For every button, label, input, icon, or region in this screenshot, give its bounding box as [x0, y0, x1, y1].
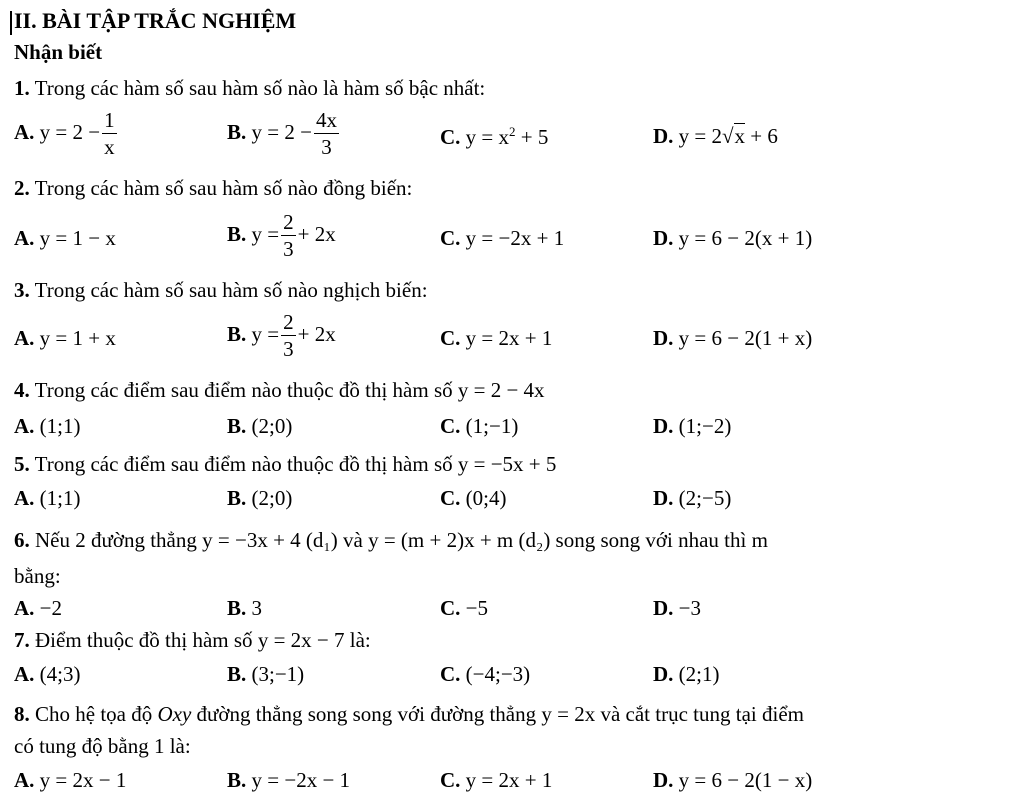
q4-option-b[interactable]: B. (2;0): [227, 414, 293, 438]
formula: y = 2 − $\frac{4x}{3}$: [251, 108, 337, 159]
q1-option-a[interactable]: A. y = 2 − $\frac{1}{x}$: [14, 110, 119, 158]
formula: y = 2 − $\frac{1}{x}$: [39, 108, 115, 159]
q3-option-a[interactable]: A. y = 1 + x: [14, 326, 116, 350]
q3-option-d[interactable]: D. y = 6 − 2(1 + x): [653, 326, 813, 350]
q2-option-c[interactable]: C. y = −2x + 1: [440, 226, 565, 250]
question-3: 3. Trong các hàm số sau hàm số nào nghịch biến:: [14, 278, 428, 302]
subsection-heading: Nhận biết: [14, 40, 103, 64]
q4-option-a[interactable]: A. (1;1): [14, 414, 81, 438]
question-text: Trong các hàm số sau hàm số nào là hàm số bậc nhất:: [34, 76, 486, 100]
q4-option-c[interactable]: C. (1;−1): [440, 414, 519, 438]
q6-option-a[interactable]: A. −2: [14, 596, 63, 620]
question-8: 8. Cho hệ tọa độ Oxy đường thẳng song song với đường thẳng y = 2x và cắt trục tung tại điểm: [14, 702, 804, 726]
q1-option-d[interactable]: D. y = 2√x + 6: [653, 124, 778, 148]
question-1: [14, 76, 485, 101]
question-6: 6. Nếu 2 đường thẳng y = −3x + 4 (d₁) và y = (m + 2)x + m (d₂) song song với nhau thì m: [14, 528, 768, 552]
formula: y = −3x + 4: [202, 528, 301, 552]
q5-option-c[interactable]: C. (0;4): [440, 486, 507, 510]
q8-option-b[interactable]: B. y = −2x − 1: [227, 768, 351, 792]
q2-option-b[interactable]: B. y = $\frac{2}{3}$ + 2x: [227, 210, 336, 261]
q6-option-c[interactable]: C. −5: [440, 596, 489, 620]
formula: y = 2x: [541, 702, 596, 726]
formula: y = 2x − 7: [257, 628, 345, 652]
q3-option-c[interactable]: C. y = 2x + 1: [440, 326, 553, 350]
q5-option-d[interactable]: D. (2;−5): [653, 486, 732, 510]
q7-option-b[interactable]: B. (3;−1): [227, 662, 305, 686]
q8-option-d[interactable]: D. y = 6 − 2(1 − x): [653, 768, 813, 792]
question-4: 4. Trong các điểm sau điểm nào thuộc đồ thị hàm số y = 2 − 4x: [14, 378, 545, 402]
question-number: 1.: [14, 76, 30, 100]
q1-option-b[interactable]: B. y = 2 − $\frac{4x}{3}$: [227, 110, 341, 158]
question-7: 7. Điểm thuộc đồ thị hàm số y = 2x − 7 là:: [14, 628, 371, 652]
q8-option-a[interactable]: A. y = 2x − 1: [14, 768, 127, 792]
q7-option-d[interactable]: D. (2;1): [653, 662, 720, 686]
q7-option-a[interactable]: A. (4;3): [14, 662, 81, 686]
oxy-symbol: Oxy: [157, 702, 192, 726]
formula: y = 2 − 4x: [457, 378, 545, 402]
q2-option-a[interactable]: A. y = 1 − x: [14, 226, 116, 250]
q3-option-b[interactable]: B. y = $\frac{2}{3}$ + 2x: [227, 310, 336, 361]
q2-option-d[interactable]: D. y = 6 − 2(x + 1): [653, 226, 813, 250]
section-heading: II. BÀI TẬP TRẮC NGHIỆM: [14, 8, 297, 33]
q4-option-d[interactable]: D. (1;−2): [653, 414, 732, 438]
q6-option-b[interactable]: B. 3: [227, 596, 263, 620]
question-8-continuation: có tung độ bằng 1 là:: [14, 734, 191, 758]
formula: y = 2√x + 6: [678, 124, 778, 148]
q7-option-c[interactable]: C. (−4;−3): [440, 662, 531, 686]
q8-option-c[interactable]: C. y = 2x + 1: [440, 768, 553, 792]
formula: $y = x^2 + 5$: [465, 124, 549, 149]
q1-option-c[interactable]: C. $y = x^2 + 5$: [440, 124, 549, 149]
q5-option-a[interactable]: A. (1;1): [14, 486, 81, 510]
formula: y = −5x + 5: [457, 452, 557, 476]
question-5: 5. Trong các điểm sau điểm nào thuộc đồ thị hàm số y = −5x + 5: [14, 452, 557, 476]
question-2: 2. Trong các hàm số sau hàm số nào đồng biến:: [14, 176, 413, 200]
formula: y = (m + 2)x + m: [368, 528, 514, 552]
q6-option-d[interactable]: D. −3: [653, 596, 702, 620]
q5-option-b[interactable]: B. (2;0): [227, 486, 293, 510]
question-6-continuation: bằng:: [14, 564, 61, 588]
